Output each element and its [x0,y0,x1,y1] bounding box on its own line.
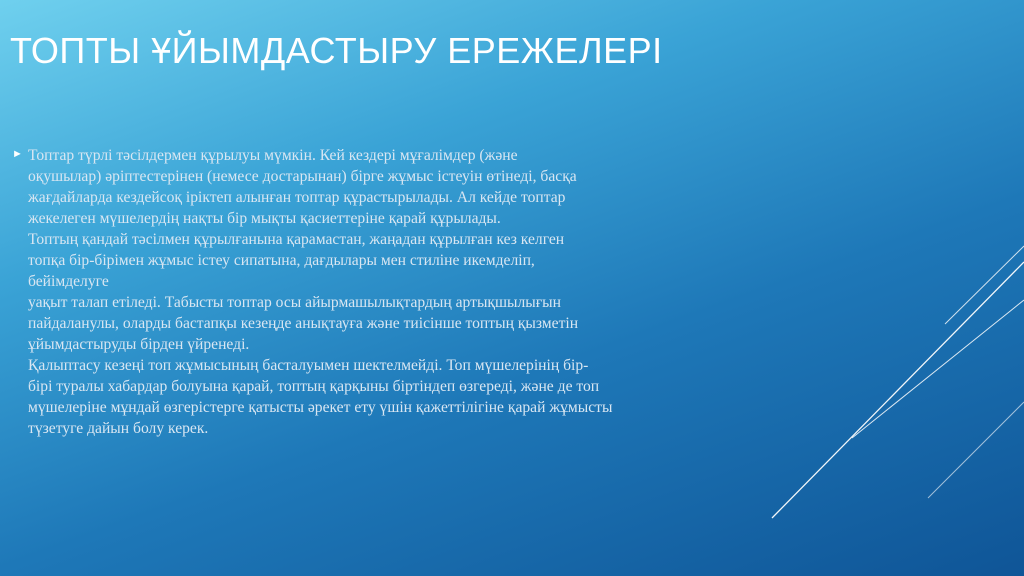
decorative-line [772,262,1024,518]
decorative-line [945,246,1024,324]
body-line: оқушылар) әріптестерінен (немесе достарынан) бірге жұмыс істеуін өтінеді, басқа [28,168,577,185]
bullet-arrow-icon: ► [12,148,23,160]
body-line: Топтар түрлі тәсілдермен құрылуы мүмкін. Кей кездері мұғалімдер (және [28,147,518,164]
body-line: жекелеген мүшелердің нақты бір мықты қасиеттеріне қарай құрылады. [28,210,501,227]
body-line: ұйымдастыруды бірден үйренеді. [28,336,250,353]
body-line: жағдайларда кездейсоқ іріктеп алынған топтар құрастырылады. Ал кейде топтар [28,189,566,206]
body-line: бірі туралы хабардар болуына қарай, топтың қарқыны біртіндеп өзгереді, және де топ [28,378,600,395]
slide-title: ТОПТЫ ҰЙЫМДАСТЫРУ ЕРЕЖЕЛЕРІ [10,30,663,71]
body-line: мүшелеріне мұндай өзгерістерге қатысты әрекет ету үшін қажеттілігіне қарай жұмысты [28,399,613,416]
decorative-line [928,402,1024,498]
body-line: Топтың қандай тәсілмен құрылғанына қарамастан, жаңадан құрылған кез келген [28,231,565,248]
body-line: бейімделуге [28,273,109,290]
decorative-line [852,300,1024,438]
body-line: пайдаланулы, оларды бастапқы кезеңде анықтауға және тиісінше топтың қызметін [28,315,579,332]
body-line: Қалыптасу кезеңі топ жұмысының басталуымен шектелмейді. Топ мүшелерінің бір- [28,357,589,374]
body-line: топқа бір-бірімен жұмыс істеу сипатына, дағдылары мен стиліне икемделіп, [28,252,535,269]
body-line: уақыт талап етіледі. Табысты топтар осы айырмашылықтардың артықшылығын [28,294,561,311]
body-line: түзетуге дайын болу керек. [28,420,209,437]
